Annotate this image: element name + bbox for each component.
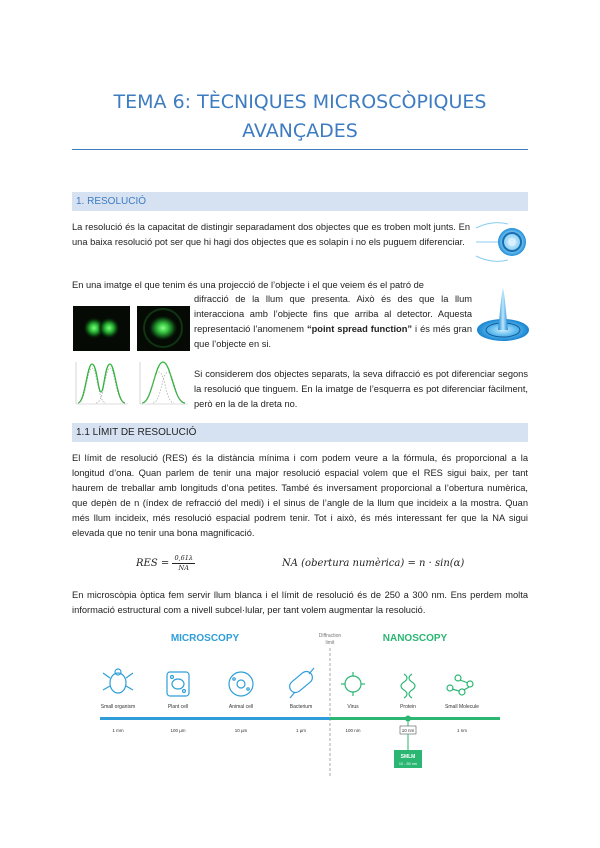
intensity-profile-left [73,358,130,408]
paragraph-projection-line1: En una imatge el que tenim és una projecció de l’objecte i el que veiem és el patró de [72,280,424,290]
small-molecule-icon [447,675,473,695]
microscopy-nanoscopy-scale [90,628,510,778]
paragraph-optical-limit: En microscòpia òptica fem servir llum blanca i el límit de resolució és de 250 a 300 nm. Ens perdem molta informació estructural com a nivell subcel·lular, per tant volem augmentar la resolució. [72,590,528,615]
psf-text-post: i és més gran que l’objecte en si. [194,324,473,349]
formula-res-lhs: RES = [136,558,170,569]
item-bacterium: Bacterium [289,704,313,710]
title-line-2: AVANÇADES [242,120,358,142]
scale-1nm: 1 nm [456,728,468,733]
page-title [60,88,540,146]
psf-text-pre: difracció de la llum que presenta. Això és des que la llum interacciona amb l’objecte fins que arriba al detector. Aquesta representació l’anomenem [194,294,472,334]
paragraph-two-objects: Si considerem dos objectes separats, la seva difracció es pot diferenciar segons la resolució que tinguem. En la imatge de l’esquerra es pot diferenciar fàcilment, però en la de la dreta no. [194,369,528,409]
ring-illustration [474,218,530,266]
formula-res-fraction [172,554,195,573]
formula-res [136,554,195,573]
item-protein: Protein [400,704,416,710]
paragraph-resolution-definition: La resolució és la capacitat de distingir separadament dos objectes que es troben molt junts. En una baixa resolució pot ser que hi hagi dos objectes que es solapin i no els puguem diferenciar. [72,222,470,247]
bacterium-icon [287,668,315,698]
item-small-molecule: Small Molecule [445,704,479,710]
paragraph-psf [194,292,472,352]
plant-cell-icon [167,672,189,696]
diffraction-limit-label-2: limit [325,640,335,646]
small-organism-icon [103,669,133,693]
scale-100nm: 100 nm [345,728,361,733]
intensity-profile-right [137,358,190,408]
psf-3d-illustration [476,286,530,344]
airy-disk-left [73,306,130,351]
paragraph-resolution-limit: El límit de resolució (RES) és la distància mínima i com podem veure a la fórmula, és proporcional a la longitud d’ona. Quan parlem de tenir una major resolució espacial volem que el RES sigui baix, per tant haurem de treballar amb longituds d’ona petites. També és inversament proporcional a l’obertura numèrica, que depèn de n (índex de refracció del medi) i el sinus de l’angle de la llum que incideix a la mostra. Quan més llum incideix, més resolució espacial podrem tenir. Tot i això, és més interessant fer que la NA sigui elevada que no tenir una bona magnificació. [72,453,528,538]
item-animal-cell: Animal cell [228,704,254,710]
psf-term: “point spread function” [306,324,413,334]
protein-icon [401,674,415,698]
title-line-1: TEMA 6: TÈCNIQUES MICROSCÒPIQUES [113,91,487,113]
scale-10um: 10 µm [234,728,248,733]
scale-100um: 100 µm [170,728,186,733]
formula-na: NA (obertura numèrica) = n · sin(α) [282,558,465,569]
airy-disk-right [137,306,190,351]
virus-icon [341,672,365,696]
formula-res-denominator: NA [178,564,189,572]
microscopy-title: MICROSCOPY [170,633,240,644]
item-plant-cell: Plant cell [167,704,189,710]
animal-cell-icon [229,672,253,696]
smlm-label: SMLM [400,754,416,760]
item-virus: Virus [347,704,359,710]
title-underline [72,149,528,150]
diffraction-limit-label-1: Diffraction [318,633,342,639]
scale-1um: 1 µm [295,728,307,733]
nanoscopy-title: NANOSCOPY [382,633,448,644]
item-small-organism: Small organism [100,704,136,710]
scale-10nm: 10 nm [401,728,415,733]
scale-1mm: 1 mm [112,728,124,733]
section-heading-limit: 1.1 LÍMIT DE RESOLUCIÓ [72,423,528,442]
formula-res-numerator: 0,61λ [174,554,194,562]
smlm-range: 10 - 50 nm [398,762,418,766]
section-heading-resolucio: 1. RESOLUCIÓ [72,192,528,211]
